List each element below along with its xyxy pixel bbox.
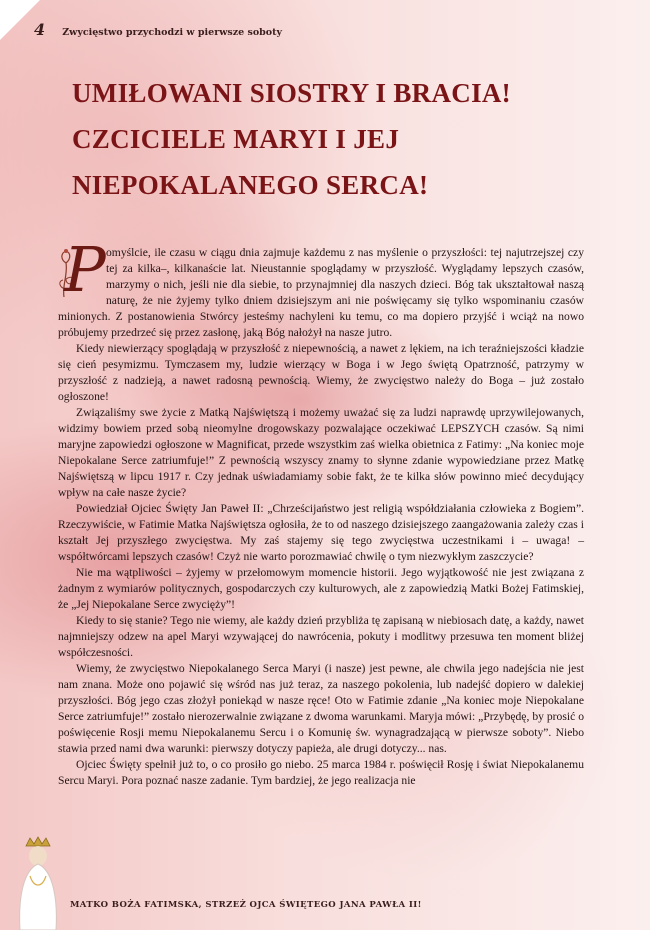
article-body (58, 233, 584, 789)
title-line: CZCICIELE MARYI I JEJ (72, 124, 400, 154)
dropcap (58, 233, 106, 306)
footer-slogan: MATKO BOŻA FATIMSKA, STRZEŻ OJCA ŚWIĘTEGO JANA PAWŁA II! (70, 900, 422, 910)
page-header (34, 20, 282, 39)
article-title (72, 70, 612, 208)
title-line: UMIŁOWANI SIOSTRY I BRACIA! (72, 78, 511, 108)
page-number: 4 (34, 20, 46, 39)
paragraph: Ojciec Święty spełnił już to, o co prosiło go niebo. 25 marca 1984 r. poświęcił Rosję i świat Niepokalanemu Sercu Maryi. Pora poznać nasze zadanie. Tym bardziej, że jego realizacja nie (58, 758, 584, 787)
paragraph: Kiedy to się stanie? Tego nie wiemy, ale każdy dzień przybliża tę zapisaną w niebiosach datę, a każdy, nawet najmniejszy odzew na apel Maryi wzywającej do nawrócenia, pokuty i modlitwy przesuwa ten moment bliżej współczesności. (58, 614, 584, 659)
fatima-statue-image (8, 836, 68, 930)
paragraph: Kiedy niewierzący spoglądają w przyszłość z niepewnością, a nawet z lękiem, na ich teraźniejszości kładzie się cień pesymizmu. Tymczasem my, ludzie wierzący w Boga i w Jego świętą Opatrzność, patrzymy w przyszłość z nadzieją, a nawet radosną pewnością. Wiemy, że zwycięstwo należy do Boga – już zostało ogłoszone! (58, 342, 584, 403)
title-line: NIEPOKALANEGO SERCA! (72, 170, 429, 200)
dropcap-letter: P (64, 233, 106, 306)
paragraph: Powiedział Ojciec Święty Jan Paweł II: „Chrześcijaństwo jest religią współdziałania człowieka z Bogiem”. Rzeczywiście, w Fatimie Matka Najświętsza ogłosiła, że to od naszego dzisiejszego zaangażowania zależy czas i kształt Jej przyszłego zwycięstwa. My zaś stajemy się tego zwycięstwa uczestnikami i – uwaga! – współtwórcami lepszych czasów! Czyż nie warto porozmawiać chwilę o tym niezwykłym zaszczycie? (58, 502, 584, 563)
paragraph (58, 233, 584, 341)
paragraph: Nie ma wątpliwości – żyjemy w przełomowym momencie historii. Jego wyjątkowość nie jest związana z żadnym z wymiarów politycznych, gospodarczych czy kulturowych, ale z zapowiedzią Matki Bożej Fatimskiej, że „Jej Niepokalane Serce zwycięży”! (58, 566, 584, 611)
paragraph-text: omyślcie, ile czasu w ciągu dnia zajmuje każdemu z nas myślenie o przyszłości: tej najutrzejszej czy tej za kilka–, kilkanaście lat. Nieustannie spoglądamy w przyszłość. Wyglądamy lepszych czasów, marzymy o nich, jeśli nie dla siebie, to przynajmniej dla naszych dzieci. Bóg tak ukształtował naszą naturę, że nie żyjemy tylko dniem dzisiejszym ani nie poświęcamy się tylko wspominaniu czasów minionych. Z postanowienia Stwórcy jesteśmy nachyleni ku temu, co ma dopiero przyjść i wciąż na nowo próbujemy przedrzeć się przez zasłonę, jaką Bóg nałożył na nasze jutro. (58, 246, 584, 339)
paragraph: Wiemy, że zwycięstwo Niepokalanego Serca Maryi (i nasze) jest pewne, ale chwila jego nadejścia nie jest nam znana. Może ono pojawić się wśród nas już teraz, za naszego pokolenia, lub nadejść dopiero w dalekiej przyszłości. Bóg jego czas złożył poniekąd w nasze ręce! Oto w Fatimie zdanie „Na koniec moje Niepokalane Serce zatriumfuje!” zostało nierozerwalnie związane z dwoma warunkami. Maryja mówi: „Przybędę, by prosić o poświęcenie Rosji memu Niepokalanemu Sercu i o Komunię św. wynagradzającą w pierwsze soboty”. Niebo stawia przed nami dwa warunki: pierwszy dotyczy papieża, ale drugi dotyczy... nas. (58, 662, 584, 755)
paragraph: Związaliśmy swe życie z Matką Najświętszą i możemy uważać się za ludzi naprawdę uprzywilejowanych, widzimy bowiem przed sobą nieomylne drogowskazy pozwalające oczekiwać LEPSZYCH czasów. Są nimi maryjne zapowiedzi ogłoszone w Magnificat, przede wszystkim zaś wielka obietnica z Fatimy: „Na koniec moje Niepokalane Serce zatriumfuje!” Z pewnością wszyscy znamy to słynne zdanie wypowiedziane przez Matkę Najświętszą w lipcu 1917 r. Czy jednak uświadamiamy sobie fakt, że te kilka słów powinno mieć decydujący wpływ na całe nasze życie? (58, 406, 584, 499)
running-title: Zwycięstwo przychodzi w pierwsze soboty (62, 27, 283, 38)
